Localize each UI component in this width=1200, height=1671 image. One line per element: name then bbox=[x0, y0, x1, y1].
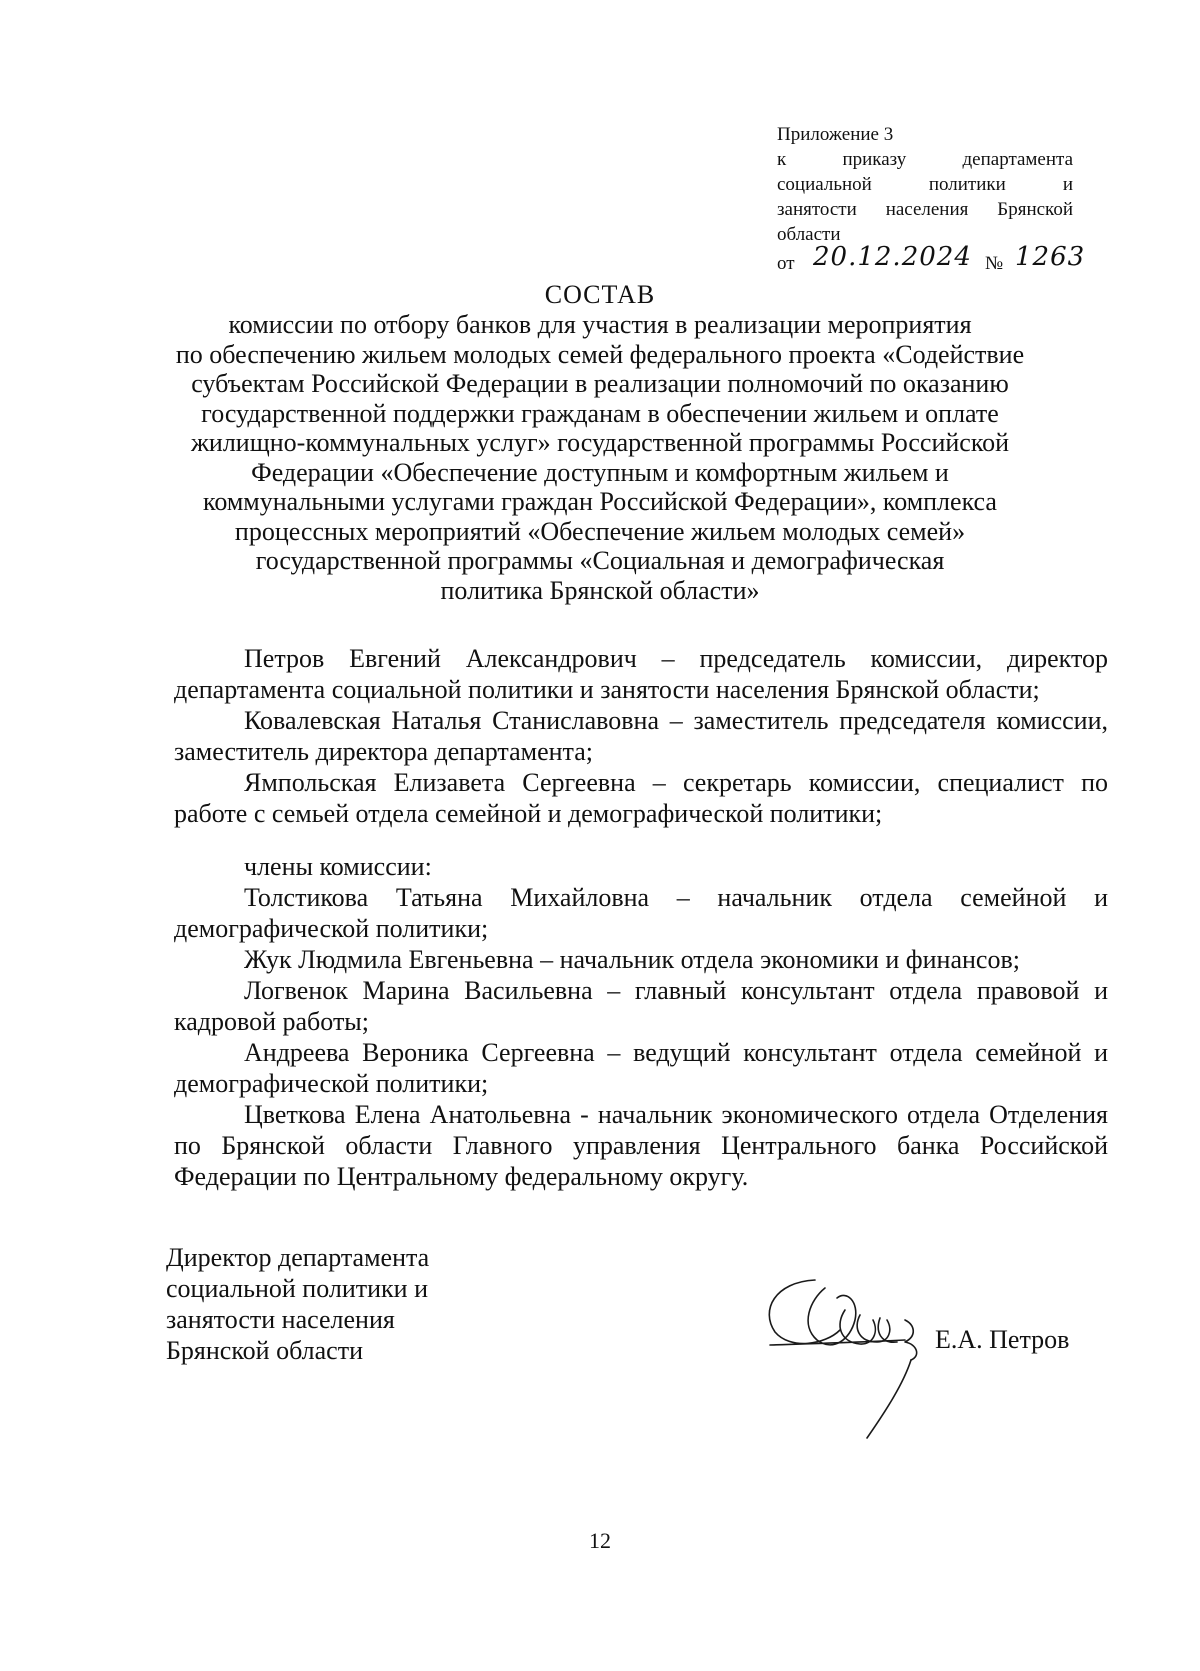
leadership-entry: Ковалевская Наталья Станиславовна – заместитель председателя комиссии, заместитель директора департамента; bbox=[174, 706, 1108, 766]
page-number: 12 bbox=[589, 1528, 611, 1553]
subtitle-line: жилищно-коммунальных услуг» государственной программы Российской bbox=[190, 428, 1010, 457]
order-number: 1263 bbox=[1015, 242, 1086, 272]
appendix-line: социальной политики и bbox=[777, 174, 1073, 195]
signatory-line: социальной политики и bbox=[166, 1274, 428, 1303]
appendix-header bbox=[777, 122, 1086, 277]
signatory-line: занятости населения bbox=[166, 1305, 395, 1334]
number-label: № bbox=[985, 253, 1004, 274]
signatory-name: Е.А. Петров bbox=[935, 1325, 1070, 1354]
subtitle-line: государственной программы «Социальная и демографическая bbox=[255, 546, 945, 575]
subtitle-line: государственной поддержки гражданам в обеспечении жильем и оплате bbox=[201, 398, 999, 428]
signatory-line: Директор департамента bbox=[166, 1243, 430, 1272]
subtitle-line: по обеспечению жильем молодых семей федерального проекта «Содействие bbox=[175, 339, 1025, 369]
subtitle-line: коммунальными услугами граждан Российской Федерации», комплекса bbox=[203, 487, 997, 516]
document-title: СОСТАВ bbox=[544, 280, 656, 309]
from-label: от bbox=[777, 253, 795, 274]
leadership-list bbox=[174, 643, 1108, 829]
member-entry: Логвенок Марина Васильевна – главный консультант отдела правовой и кадровой работы; bbox=[174, 976, 1108, 1036]
subtitle-line: субъектам Российской Федерации в реализации полномочий по оказанию bbox=[191, 369, 1009, 398]
leadership-entry: Ямпольская Елизавета Сергеевна – секретарь комиссии, специалист по работе с семьей отдела семейной и демографической политики; bbox=[174, 768, 1108, 828]
appendix-line: области bbox=[777, 224, 841, 245]
appendix-line: к приказу департамента bbox=[777, 149, 1073, 170]
members-heading: члены комиссии: bbox=[244, 852, 432, 881]
appendix-line: занятости населения Брянской bbox=[777, 199, 1073, 220]
leadership-entry: Петров Евгений Александрович – председатель комиссии, директор департамента социальной политики и занятости населения Брянской области; bbox=[174, 644, 1108, 704]
document-subtitle bbox=[160, 310, 1040, 605]
handwritten-signature bbox=[755, 1270, 945, 1440]
subtitle-line: процессных мероприятий «Обеспечение жильем молодых семей» bbox=[234, 516, 966, 546]
members-list bbox=[174, 851, 1108, 1192]
subtitle-line: Федерации «Обеспечение доступным и комфортным жильем и bbox=[251, 457, 949, 487]
member-entry: Андреева Вероника Сергеевна – ведущий консультант отдела семейной и демографической политики; bbox=[174, 1038, 1108, 1098]
member-entry: Цветкова Елена Анатольевна - начальник экономического отдела Отделения по Брянской области Главного управления Центрального банка Российской Федерации по Центральному федеральному округу. bbox=[174, 1100, 1108, 1191]
subtitle-line: политика Брянской области» bbox=[440, 575, 760, 605]
member-entry: Жук Людмила Евгеньевна – начальник отдела экономики и финансов; bbox=[244, 945, 1020, 974]
signatory-title bbox=[166, 1242, 429, 1366]
subtitle-line: комиссии по отбору банков для участия в реализации мероприятия bbox=[228, 310, 972, 339]
appendix-title: Приложение 3 bbox=[777, 124, 894, 145]
signatory-line: Брянской области bbox=[166, 1336, 363, 1365]
member-entry: Толстикова Татьяна Михайловна – начальник отдела семейной и демографической политики; bbox=[174, 883, 1108, 943]
order-date: 20.12.2024 bbox=[813, 242, 972, 272]
order-date-line bbox=[777, 242, 1086, 277]
